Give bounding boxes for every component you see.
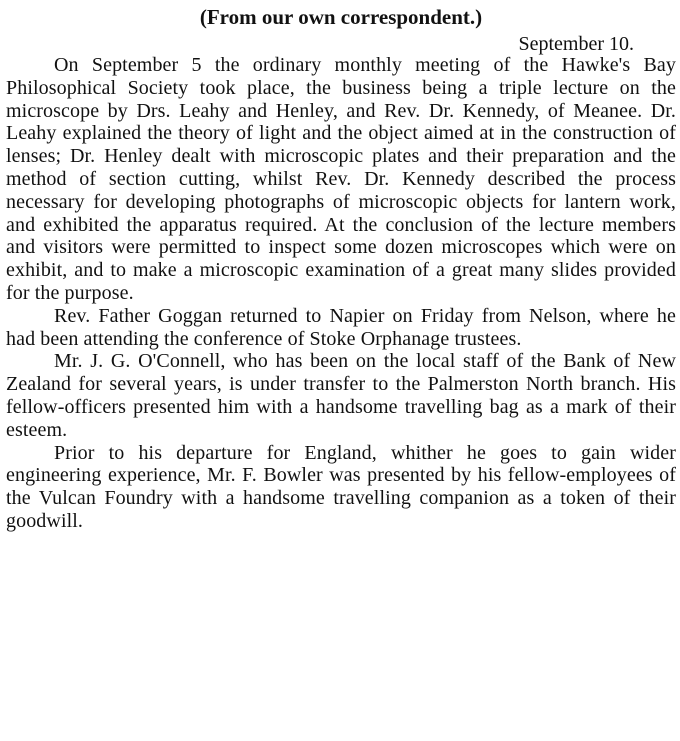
paragraph-oconnell: Mr. J. G. O'Connell, who has been on the local staff of the Bank of New Zealand for several years, is under transfer to the Palmerston North branch. His fellow-officers presented him with a handsome travelling bag as a mark of their esteem. xyxy=(6,350,676,441)
paragraph-father-goggan: Rev. Father Goggan returned to Napier on Friday from Nelson, where he had been attending the conference of Stoke Orphanage trustees. xyxy=(6,304,676,350)
article-heading: (From our own correspondent.) xyxy=(199,5,483,29)
article-dateline: September 10. xyxy=(518,33,634,55)
newspaper-article xyxy=(6,0,676,533)
paragraph-bowler: Prior to his departure for England, whither he goes to gain wider engineering experience, Mr. F. Bowler was presented by his fellow-employees of the Vulcan Foundry with a handsome travelling companion as a token of their goodwill. xyxy=(6,441,676,532)
paragraph-philosophical-society: On September 5 the ordinary monthly meeting of the Hawke's Bay Philosophical Society took place, the business being a triple lecture on the microscope by Drs. Leahy and Henley, and Rev. Dr. Kennedy, of Meanee. Dr. Leahy explained the theory of light and the object aimed at in the construction of lenses; Dr. Henley dealt with microscopic plates and their preparation and the method of section cutting, whilst Rev. Dr. Kennedy described the process necessary for developing photographs of microscopic objects for lantern work, and exhibited the apparatus required. At the conclusion of the lecture members and visitors were permitted to inspect some dozen microscopes which were on exhibit, and to make a microscopic examination of a great many slides provided for the purpose. xyxy=(6,54,676,304)
